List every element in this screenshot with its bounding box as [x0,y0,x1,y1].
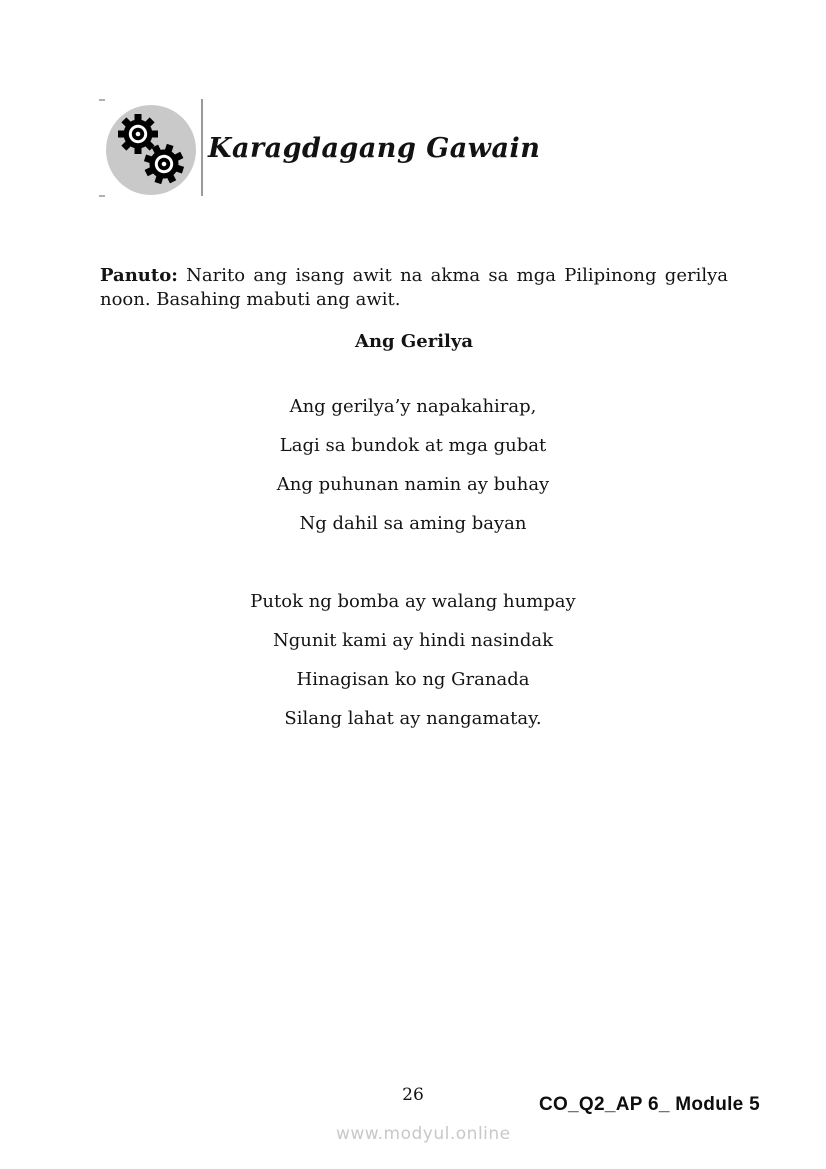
header-divider [201,99,203,196]
song-line: Ang gerilya’y napakahirap, [289,396,537,417]
song-line: Lagi sa bundok at mga gubat [279,435,547,456]
instruction-text: Narito ang isang awit na akma sa mga Pilipinong gerilya noon. Basahing mabuti ang awit. [100,265,728,310]
instruction-label: Panuto: [100,265,178,286]
song-title: Ang Gerilya [354,331,473,352]
watermark: www.modyul.online [336,1124,511,1144]
section-icon-circle [106,105,196,195]
song-line: Ngunit kami ay hindi nasindak [273,630,553,651]
page-number: 26 [402,1085,424,1105]
song-stanza-1 [63,387,763,543]
song-line: Silang lahat ay nangamatay. [284,708,542,729]
song-line: Hinagisan ko ng Granada [296,669,530,690]
module-code: CO_Q2_AP 6_ Module 5 [538,1094,760,1115]
song-line: Ang puhunan namin ay buhay [276,474,550,495]
song-stanza-2 [63,582,763,738]
instruction-paragraph [100,264,728,312]
scan-mark-top [99,99,105,101]
song-line: Ng dahil sa aming bayan [299,513,527,534]
gears-icon [106,105,196,195]
section-title: Karagdagang Gawain [208,133,541,164]
scan-mark-bottom [99,195,105,197]
song-line: Putok ng bomba ay walang humpay [250,591,576,612]
